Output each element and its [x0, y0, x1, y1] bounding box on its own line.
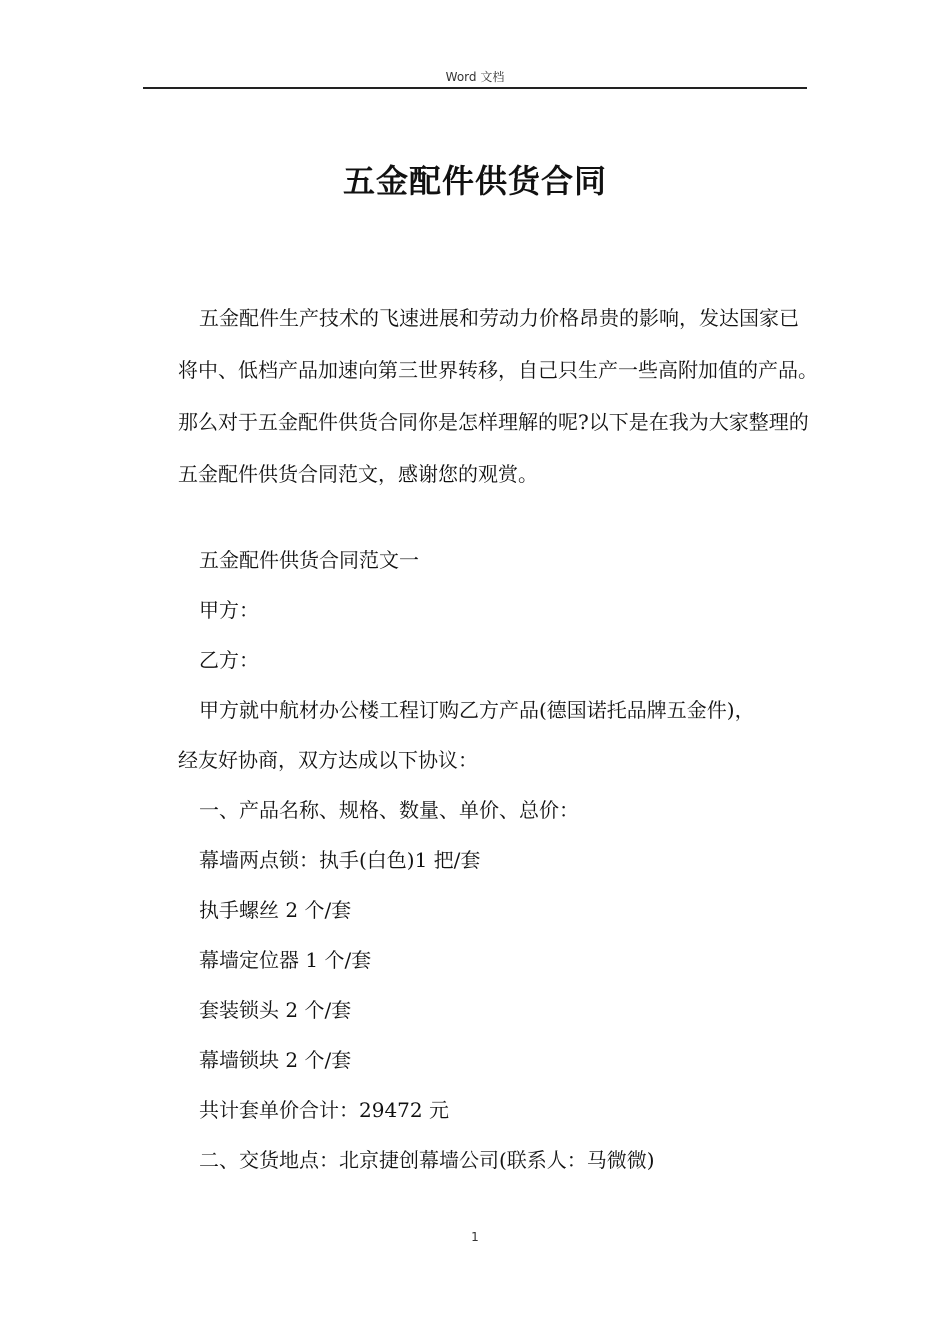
product-item: 执手螺丝 2 个/套 [199, 898, 352, 922]
product-item: 套装锁头 2 个/套 [199, 998, 352, 1022]
section-heading-products: 一、产品名称、规格、数量、单价、总价： [199, 798, 579, 822]
agreement-text-line-2: 经友好协商，双方达成以下协议： [178, 748, 478, 772]
page-number: 1 [471, 1230, 479, 1244]
product-item: 幕墙锁块 2 个/套 [199, 1048, 352, 1072]
contract-subtitle: 五金配件供货合同范文一 [199, 548, 419, 572]
section-heading-delivery: 二、交货地点：北京捷创幕墙公司(联系人：马微微) [199, 1148, 655, 1172]
contract-section [178, 535, 818, 1185]
header-divider [143, 87, 807, 89]
product-item: 幕墙两点锁：执手(白色)1 把/套 [199, 848, 481, 872]
price-total: 共计套单价合计：29472 元 [199, 1098, 449, 1122]
intro-paragraph [178, 292, 818, 500]
agreement-text-line-1: 甲方就中航材办公楼工程订购乙方产品(德国诺托品牌五金件)， [199, 698, 755, 722]
party-a-label: 甲方： [199, 598, 259, 622]
header-label: Word 文档 [445, 70, 505, 84]
party-b-label: 乙方： [199, 648, 259, 672]
intro-text: 五金配件生产技术的飞速进展和劳动力价格昂贵的影响，发达国家已将中、低档产品加速向第三世界转移，自己只生产一些高附加值的产品。那么对于五金配件供货合同你是怎样理解的呢?以下是在我为大家整理的五金配件供货合同范文，感谢您的观赏。 [178, 306, 818, 486]
product-item: 幕墙定位器 1 个/套 [199, 948, 372, 972]
document-title: 五金配件供货合同 [342, 162, 607, 200]
